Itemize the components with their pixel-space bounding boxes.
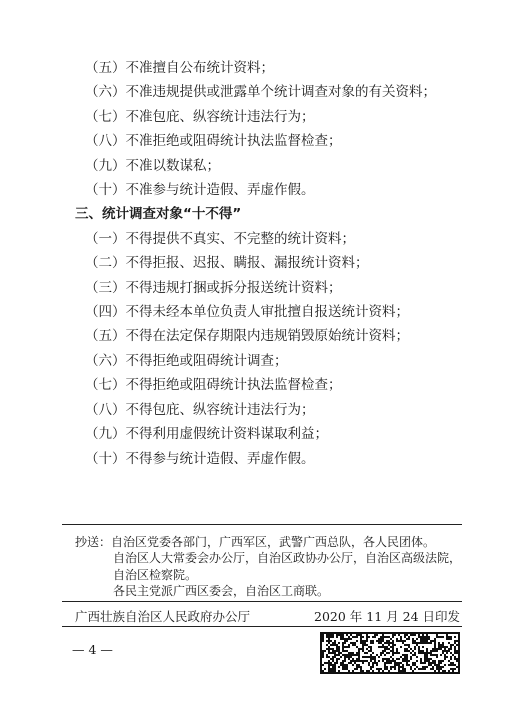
list-item: （九）不准以数谋私； — [85, 157, 220, 174]
list-item: （五）不准擅自公布统计资料； — [85, 60, 274, 76]
list-item: （六）不得拒绝或阻碍统计调查； — [85, 352, 288, 369]
cc-line: 各民主党派广西区委会，自治区工商联。 — [113, 584, 330, 599]
list-item: （一）不得提供不真实、不完整的统计资料； — [85, 230, 355, 247]
qr-code-icon — [320, 632, 460, 674]
issue-date: 2020 年 11 月 24 日印发 — [314, 609, 460, 624]
cc-line: 抄送：自治区党委各部门，广西军区，武警广西总队，各人民团体。 — [75, 535, 436, 549]
section-heading: 三、统计调查对象“十不得” — [75, 206, 242, 223]
list-item: （六）不准违规提供或泄露单个统计调查对象的有关资料； — [85, 84, 436, 101]
middle-divider — [62, 601, 462, 602]
document-body — [75, 56, 485, 471]
top-divider — [62, 524, 462, 525]
list-item: （九）不得利用虚假统计资料谋取利益； — [85, 426, 328, 443]
issuer-name: 广西壮族自治区人民政府办公厅 — [75, 609, 251, 624]
cc-line: 自治区检察院。 — [113, 567, 198, 582]
cc-line: 自治区人大常委会办公厅，自治区政协办公厅，自治区高级法院， — [113, 551, 462, 566]
bottom-divider — [62, 626, 462, 627]
list-item: （七）不准包庇、纵容统计违法行为； — [85, 108, 315, 125]
list-item: （四）不得未经本单位负责人审批擅自报送统计资料； — [85, 304, 409, 321]
list-item: （三）不得违规打捆或拆分报送统计资料； — [85, 279, 342, 296]
list-item: （二）不得拒报、迟报、瞒报、漏报统计资料； — [85, 255, 369, 272]
list-item: （八）不得包庇、纵容统计违法行为； — [85, 401, 315, 418]
list-item: （八）不准拒绝或阻碍统计执法监督检查； — [85, 133, 342, 150]
cc-block — [75, 534, 465, 600]
list-item: （十）不得参与统计造假、弄虚作假。 — [85, 450, 315, 467]
page-number: — 4 — — [72, 642, 113, 657]
list-item: （十）不准参与统计造假、弄虚作假。 — [85, 182, 315, 199]
list-item: （五）不得在法定保存期限内违规销毁原始统计资料； — [85, 328, 409, 345]
list-item: （七）不得拒绝或阻碍统计执法监督检查； — [85, 377, 342, 394]
